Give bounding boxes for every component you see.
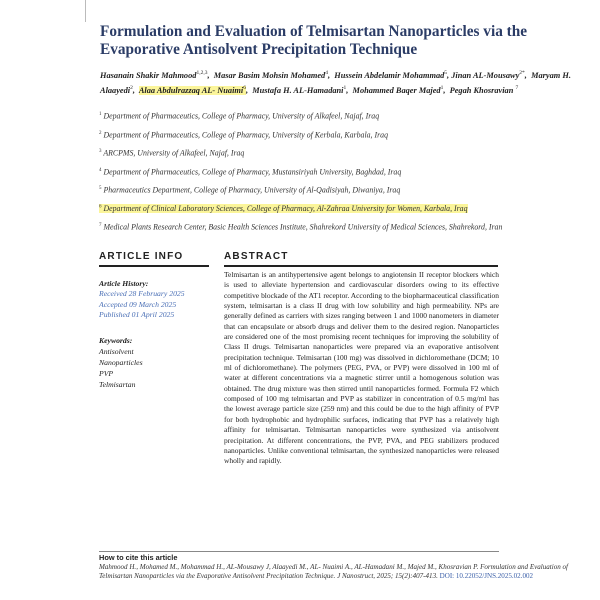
affiliation-text: Department of Pharmaceutics, College of Pharmacy, Mustansiriyah University, Baghdad, Iraq: [103, 167, 402, 177]
received-date: Received 28 February 2025: [99, 289, 185, 299]
author: Alaa Abdulrazzaq AL- Nuaimi: [138, 86, 244, 96]
author: Hasanain Shakir Mahmood: [100, 70, 197, 80]
affiliation-item: [99, 221, 581, 233]
doi-link[interactable]: DOI: 10.22052/JNS.2025.02.002: [439, 572, 534, 581]
affiliation-text: Pharmaceutics Department, College of Pharmacy, University of Al-Qadisiyah, Diwaniya, Iraq: [103, 185, 401, 195]
affiliation-text: Department of Clinical Laboratory Sciences, College of Pharmacy, Al-Zahraa University for Women, Karbala, Iraq: [103, 204, 468, 214]
author-highlighted: [139, 86, 246, 95]
keyword-item: PVP: [99, 369, 114, 378]
author-sup: 2: [130, 85, 133, 92]
history-label: Article History:: [99, 279, 149, 288]
author: Mustafa H. AL-Hamadani: [252, 86, 344, 96]
author-sup: 1,2,3: [196, 70, 208, 76]
citation-rule: [99, 551, 499, 552]
citation-heading: How to cite this article: [99, 553, 178, 562]
keywords-label: Keywords:: [99, 336, 133, 345]
author: Masar Basim Mohsin Mohamed: [213, 70, 326, 80]
affiliation-item: [99, 203, 581, 215]
abstract-heading: ABSTRACT: [224, 251, 289, 262]
author-list: Hasanain Shakir Mahmood$^{1,2,3}$, Masar Basim Mohsin Mohamed$^4$, Hussein Abdelamir Mohammad$^5$, Jinan AL-Mousawy$^{2*}$, Maryam H. Alaayedi$^2$, Alaa Abdulrazzaq AL- Nuaimi$^6$, Mustafa H. AL-Hamadani$^1$, Mohammed Baqer Majed$^1$, Pegah Khosravian $^7$: [100, 70, 571, 96]
author: Maryam H. Alaayedi: [100, 70, 571, 96]
author-sup: 6: [243, 85, 246, 92]
keywords: [99, 335, 217, 390]
author: Hussein Abdelamir Mohammad: [334, 70, 445, 80]
article-info-rule: [99, 265, 209, 267]
affiliation-num: 3: [99, 149, 102, 155]
author-sup: 1: [343, 85, 347, 92]
article-info-heading: ARTICLE INFO: [99, 251, 184, 262]
affiliation-item: [99, 129, 581, 141]
affiliation-num: 2: [99, 130, 102, 136]
affiliation-num: 6: [99, 204, 102, 210]
author-sup: 2*: [519, 70, 525, 76]
affiliation-item: [99, 184, 581, 196]
keyword-item: Nanoparticles: [99, 358, 143, 367]
affiliation-item: [99, 110, 581, 122]
author-sup: 7: [515, 85, 519, 92]
paper-title: Formulation and Evaluation of Telmisartan Nanoparticles via the Evaporative Antisolvent Precipitation Technique: [100, 23, 528, 58]
citation-body: [99, 563, 583, 581]
author: Mohammed Baqer Majed: [352, 86, 441, 96]
affiliation-text: Medical Plants Research Center, Basic Health Sciences Institute, Shahrekord University of Medical Sciences, Shahrekord, Iran: [103, 222, 503, 232]
affiliation-text: ARCPMS, University of Alkafeel, Najaf, Iraq: [103, 148, 245, 158]
affiliation-item: [99, 147, 581, 159]
keyword-item: Telmisartan: [99, 380, 136, 389]
affiliation-num: 4: [99, 167, 102, 173]
abstract-text: Telmisartan is an antihypertensive agent belongs to angiotensin II receptor blockers which is used to alleviate hypertension and cardiovascular disorders owing to its effective competitive blockade of the AT1 receptor. According to the biopharmaceutical classification system, telmisartan is a class II drug with low solubility and high permeability. NPs are generally defined as carriers with sizes ranging between 1 and 1000 nanometers in diameter that can encapsulate or absorb drugs and deliver them to the desired region. Nanoparticles are considered one of the most promising recent techniques for improving the solubility of Class II drugs. Telmisartan nanoparticles were prepared via an evaporative antisolvent precipitation technique. Telmisartan (100 mg) was dissolved in dichloromethane (DCM; 10 ml of dichloromethane). The polymers (PEG, PVA, or PVP) were dissolved in 100 ml of water at different concentrations via a magnetic stirrer until a homogenous solution was obtained. The drug mixture was then stirred until nanoparticles formed. Formula F2 which composed of 100 mg telmisartan and PVP as stabilizer in concentration of 0.5 mg/ml has the lowest average particle size (259 nm) and this could be due to the high affinity of PVP for both hydrophobic and hydrophilic surfaces, indicating that PVP has a relatively high affinity for telmisartan. Telmisartan nanoparticles were synthesized via antisolvent precipitation. At different concentrations, the PVP, PVA, and PEG stabilizers produced nanoparticles. Unlike conventional telmisartan, the synthesized nanoparticles were released wholly and rapidly.: [224, 270, 499, 466]
author-sup: 5: [444, 70, 448, 76]
abstract-rule: [224, 265, 498, 267]
affiliation-text: Department of Pharmaceutics, College of Pharmacy, University of Kerbala, Karbala, Iraq: [103, 130, 388, 140]
affiliation-num: 7: [99, 223, 102, 229]
affiliation-num: 5: [99, 186, 102, 192]
affiliation-text: Department of Pharmaceutics, College of Pharmacy, University of Alkafeel, Najaf, Iraq: [103, 111, 380, 121]
header-rule: [85, 0, 86, 22]
affiliation-num: 1: [99, 112, 102, 117]
affiliation-list: [99, 110, 581, 240]
author: Pegah Khosravian: [449, 86, 514, 96]
keyword-item: Antisolvent: [99, 347, 134, 356]
author-sup: 1: [440, 85, 444, 92]
affiliation-highlighted: [99, 204, 468, 213]
accepted-date: Accepted 09 March 2025: [99, 299, 177, 309]
author-sup: 4: [325, 70, 328, 76]
affiliation-item: [99, 166, 581, 178]
published-date: Published 01 April 2025: [99, 309, 175, 319]
citation-text: Mahmood H., Mohamed M., Mohammad H., AL-Mousawy J, Alaayedi M., AL- Nuaimi A., AL-Hamadani M., Majed M., Khosravian P. Formulation and Evaluation of Telmisartan Nanoparticles via the Evaporative Antisolvent Precipitation Technique. J Nanostruct, 2025; 15(2):407-413.: [99, 563, 568, 581]
abstract-body: [224, 270, 499, 467]
author: Jinan AL-Mousawy: [451, 70, 520, 80]
article-history: [99, 279, 217, 320]
